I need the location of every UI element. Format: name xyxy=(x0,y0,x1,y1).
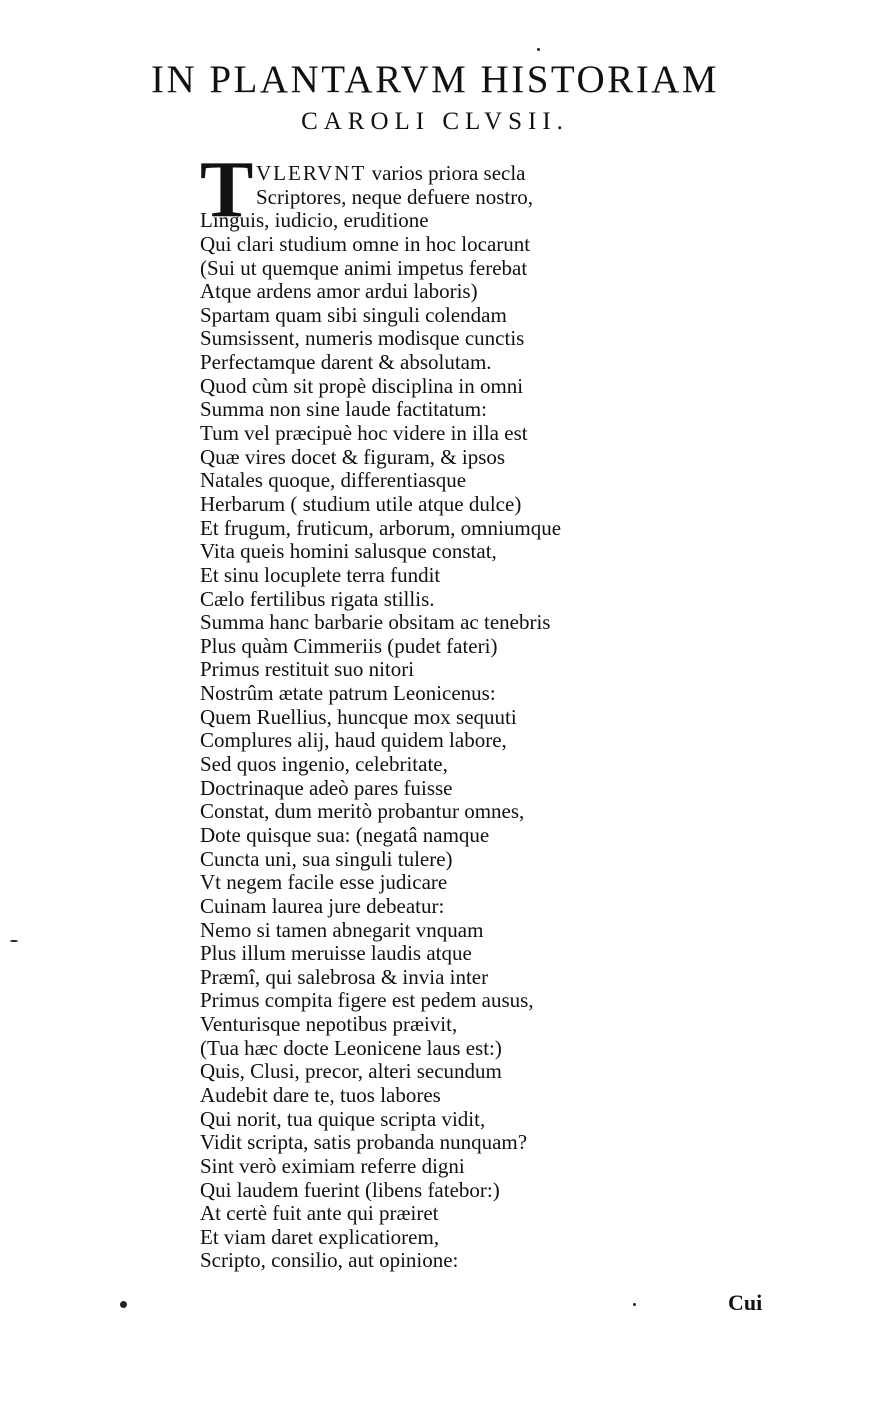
poem-line: Audebit dare te, tuos labores xyxy=(200,1082,441,1107)
poem-text xyxy=(200,162,720,1273)
poem-line: Et viam daret explicatiorem, xyxy=(200,1224,440,1249)
poem-line: Et sinu locuplete terra fundit xyxy=(200,562,441,587)
ink-speck xyxy=(537,48,540,51)
poem-line: Sumsissent, numeris modisque cunctis xyxy=(200,326,525,351)
poem-line: Vt negem facile esse judicare xyxy=(200,870,448,895)
poem-line: Nemo si tamen abnegarit vnquam xyxy=(200,917,484,942)
ink-speck xyxy=(120,1301,127,1308)
poem-line: Doctrinaque adeò pares fuisse xyxy=(200,775,453,800)
poem-line: Perfectamque darent & absolutam. xyxy=(200,350,492,375)
poem-line: Cuncta uni, sua singuli tulere) xyxy=(200,846,453,871)
poem-line: Quæ vires docet & figuram, & ipsos xyxy=(200,444,506,469)
poem-line: Qui clari studium omne in hoc locarunt xyxy=(200,231,531,256)
drop-cap: T xyxy=(200,146,254,234)
poem-line: Summa hanc barbarie obsitam ac tenebris xyxy=(200,610,551,635)
poem-line: Plus illum meruisse laudis atque xyxy=(200,941,472,966)
poem-line: Cælo fertilibus rigata stillis. xyxy=(200,586,435,611)
poem-line: Præmî, qui salebrosa & invia inter xyxy=(200,964,489,989)
poem-line: Atque ardens amor ardui laboris) xyxy=(200,279,478,304)
poem-line: Spartam quam sibi singuli colendam xyxy=(200,302,507,327)
poem-line: Plus quàm Cimmeriis (pudet fateri) xyxy=(200,633,498,658)
poem-line: Linguis, iudicio, eruditione xyxy=(200,208,429,233)
poem-line: Natales quoque, differentiasque xyxy=(200,468,467,493)
poem-line: Nostrûm ætate patrum Leonicenus: xyxy=(200,681,496,706)
poem-line: (Tua hæc docte Leonicene laus est:) xyxy=(200,1035,502,1060)
poem-line: Herbarum ( studium utile atque dulce) xyxy=(200,491,522,516)
poem-line: Quem Ruellius, huncque mox sequuti xyxy=(200,704,517,729)
poem-line: Scripto, consilio, aut opinione: xyxy=(200,1248,459,1273)
page-title: IN PLANTARVM HISTORIAM xyxy=(150,58,720,101)
poem-line: Sint verò eximiam referre digni xyxy=(200,1153,465,1178)
poem-line: Quod cùm sit propè disciplina in omni xyxy=(200,373,524,398)
poem-line: Vidit scripta, satis probanda nunquam? xyxy=(200,1130,528,1155)
poem-line: Primus restituit suo nitori xyxy=(200,657,415,682)
poem-line: Quis, Clusi, precor, alteri secundum xyxy=(200,1059,502,1084)
poem-first-word: VLERVNT xyxy=(256,161,367,185)
catchword: Cui xyxy=(728,1290,763,1315)
poem-line: Dote quisque sua: (negatâ namque xyxy=(200,822,490,847)
ink-speck xyxy=(10,940,18,942)
poem-line: At certè fuit ante qui præiret xyxy=(200,1201,439,1226)
ink-speck xyxy=(633,1303,636,1306)
poem-line: Complures alij, haud quidem labore, xyxy=(200,728,507,753)
poem-line: Primus compita figere est pedem ausus, xyxy=(200,988,534,1013)
poem-line: (Sui ut quemque animi impetus ferebat xyxy=(200,255,528,280)
poem-line xyxy=(200,162,720,186)
poem-line: Summa non sine laude factitatum: xyxy=(200,397,487,422)
poem-line: Constat, dum meritò probantur omnes, xyxy=(200,799,525,824)
poem-line: Et frugum, fruticum, arborum, omniumque xyxy=(200,515,562,540)
poem-line: Cuinam laurea jure debeatur: xyxy=(200,893,445,918)
poem-line: Qui norit, tua quique scripta vidit, xyxy=(200,1106,486,1131)
page-subtitle: CAROLI CLVSII. xyxy=(301,108,569,135)
poem-line: Sed quos ingenio, celebritate, xyxy=(200,752,448,777)
poem-line: Tum vel præcipuè hoc videre in illa est xyxy=(200,421,528,446)
poem-line: Venturisque nepotibus præivit, xyxy=(200,1012,458,1037)
poem-line-text: varios priora secla xyxy=(366,161,526,185)
poem-line: Scriptores, neque defuere nostro, xyxy=(256,184,533,209)
poem-line: Qui laudem fuerint (libens fatebor:) xyxy=(200,1177,500,1202)
poem-line: Vita queis homini salusque constat, xyxy=(200,539,497,564)
